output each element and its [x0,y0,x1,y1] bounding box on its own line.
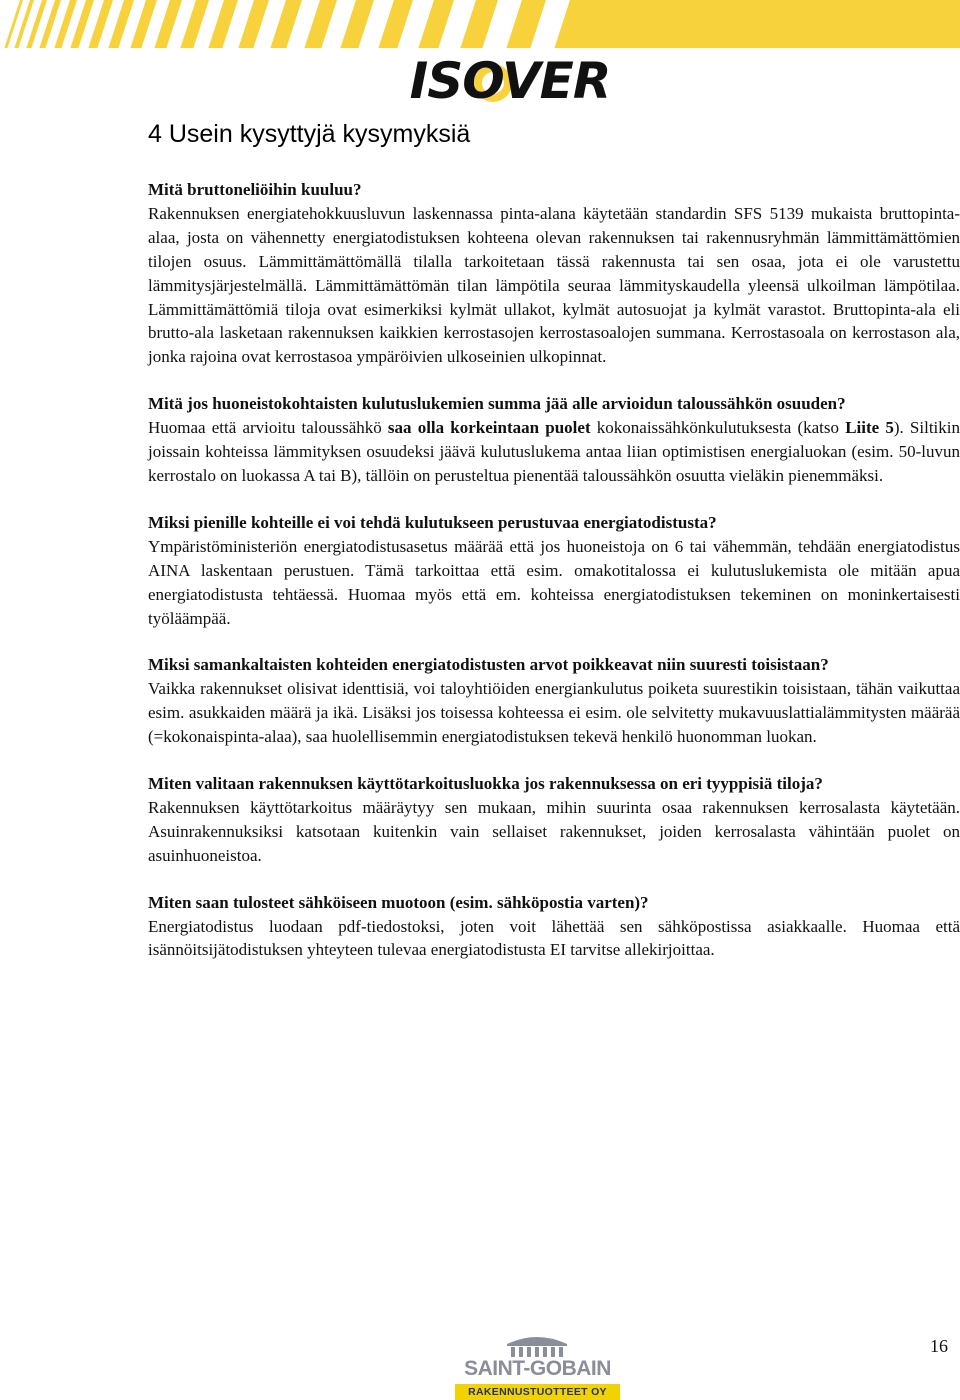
answer-emphasis: saa olla korkeintaan puolet [387,418,591,438]
faq-question: Mitä jos huoneistokohtaisten kulutuslukemien summa jää alle arvioidun taloussähkön osuuden? [148,394,846,414]
faq-question: Miten valitaan rakennuksen käyttötarkoitusluokka jos rakennuksessa on eri tyyppisiä tiloja? [148,774,823,794]
header-stripes-decoration [0,0,960,48]
faq-answer [148,416,960,488]
faq-item [148,653,960,749]
saint-gobain-text: SAINT-GOBAIN [464,1357,611,1380]
faq-answer: Energiatodistus luodaan pdf-tiedostoksi, joten voit lähettää sen sähköpostissa asiakkaalle. Huomaa että isännöitsijätodistuksen yhteyteen tulevaa energiatodistusta EI tarvitse allekirjoittaa. [148,916,960,960]
page-number: 16 [930,1336,948,1356]
answer-text: Huomaa että arvioitu taloussähkö [148,418,388,438]
faq-item [148,392,960,488]
page-title: 4 Usein kysyttyjä kysymyksiä [148,120,471,148]
faq-answer: Rakennuksen käyttötarkoitus määräytyy sen mukaan, mihin suurinta osaa rakennuksen kerrosalasta käytetään. Asuinrakennuksiksi katsotaan kuitenkin vain sellaiset rakennukset, joiden kerrosalasta vähintään puolet on asuinhuoneistoa. [148,797,960,865]
faq-answer: Vaikka rakennukset olisivat identtisiä, voi taloyhtiöiden energiankulutus poiketa suurestikin toisistaan, tähän vaikuttaa esim. asukkaiden määrä ja ikä. Lisäksi jos toisessa kohteessa ei esim. ole selvitetty mukavuuslattialämmitysten määrää (=kokonaispinta-alaa), saa huolellisemmin energiatodistuksen tekevä henkilö huonomman luokan. [148,679,960,747]
isover-logo-text: ISOVER [409,52,611,110]
faq-question: Mitä bruttoneliöihin kuuluu? [148,180,362,199]
faq-item [148,891,960,963]
faq-question: Miten saan tulosteet sähköiseen muotoon (esim. sähköpostia varten)? [148,892,649,912]
isover-logo [392,52,628,110]
faq-item [148,178,960,369]
saint-gobain-logo [445,1332,630,1400]
answer-text: kokonaissähkönkulutuksesta (katso [590,418,846,438]
faq-item [148,511,960,631]
appendix-reference: Liite 5 [845,418,894,438]
saint-gobain-building-icon [445,1332,630,1360]
faq-answer: Ympäristöministeriön energiatodistusasetus määrää että jos huoneistoja on 6 tai vähemmän, tehdään energiatodistus AINA laskentaan perustuen. Tämä tarkoittaa että esim. omakotitalossa ei kulutuslukemista ole mitään apua energiatodistusta tehtäessä. Huomaa myös että em. kohteissa energiatodistuksen tekeminen on moninkertaisesti työläämpää. [148,536,960,628]
faq-answer: Rakennuksen energiatehokkuusluvun laskennassa pinta-alana käytetään standardin SFS 5139 mukaista bruttopinta-alaa, josta on vähennetty energiatodistuksen kohteena olevan rakennuksen tai rakennusryhmän lämmittämättömien tilojen osuus. Lämmittämättömällä tilalla tarkoitetaan tässä rakennusta tai sen osaa, jota ei ole varustettu lämmitysjärjestelmällä. Lämmittämättömän tilan lämpötila seuraa lämmityskaudella yleensä ulkoilman lämpötilaa. Lämmittämättömiä tiloja ovat esimerkiksi kylmät ullakot, kylmät autosuojat ja kylmät varastot. Bruttopinta-ala eli brutto-ala lasketaan rakennuksen kaikkien kerrostasojen kerrostasoalojen summana. Kerrostasoala on kerrostason ala, jonka rajoina ovat kerrostasoa ympäröivien ulkoseinien ulkopinnat. [148,203,960,367]
faq-item [148,772,960,868]
faq-question: Miksi pienille kohteille ei voi tehdä kulutukseen perustuvaa energiatodistusta? [148,512,717,532]
saint-gobain-subtext: RAKENNUSTUOTTEET OY [468,1386,607,1398]
faq-list [148,178,960,985]
answer-text: ). Siltikin joissain kohteissa lämmityksen osuudeksi jäävä kulutuslukema antaa liian optimistisen energialuokan (esim. 50-luvun kerrostalo on luokassa A tai B), tällöin on perusteltua pienentää taloussähkön osuutta vieläkin pienemmäksi. [148,418,960,485]
faq-question: Miksi samankaltaisten kohteiden energiatodistusten arvot poikkeavat niin suuresti toisistaan? [148,655,829,675]
